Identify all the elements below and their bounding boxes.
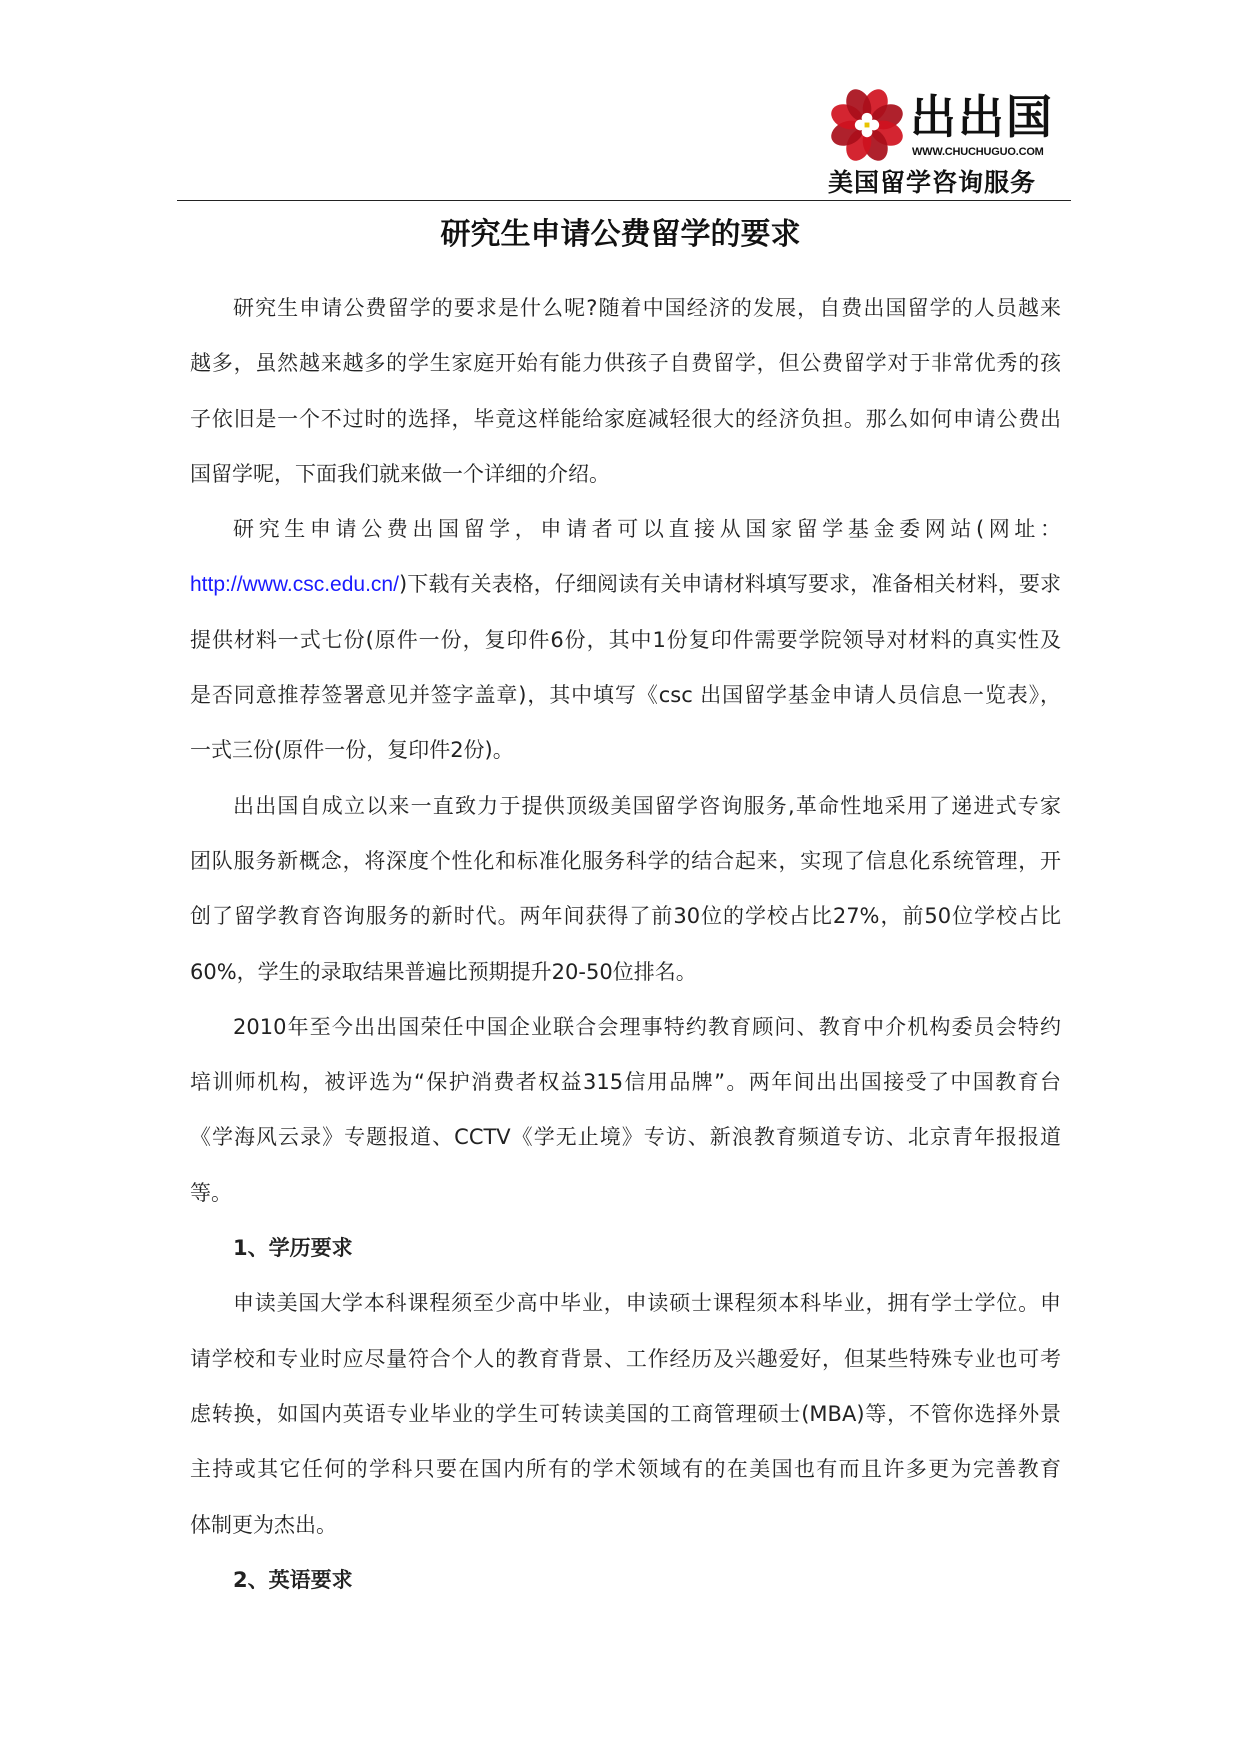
paragraph-application	[190, 502, 1061, 778]
text-line: 一式三份(原件一份，复印件2份)。	[190, 738, 514, 763]
brand-slogan: 美国留学咨询服务	[828, 168, 1037, 197]
text-line: 请学校和专业时应尽量符合个人的教育背景、工作经历及兴趣爱好，但某些特殊专业也可考	[190, 1346, 1061, 1371]
text-line: 创了留学教育咨询服务的新时代。两年间获得了前30位的学校占比27%，前50位学校占比	[190, 904, 1061, 929]
text-line	[190, 557, 1061, 612]
page-title: 研究生申请公费留学的要求	[440, 217, 801, 252]
paragraph-intro	[190, 281, 1061, 502]
paragraph-honors	[190, 1000, 1061, 1221]
text-segment: )下载有关表格，仔细阅读有关申请材料填写要求，准备相关材料，要求	[398, 572, 1061, 597]
section-heading-education: 1、学历要求	[233, 1236, 353, 1261]
text-line: 等。	[190, 1180, 232, 1205]
text-line: 2010年至今出出国荣任中国企业联合会理事特约教育顾问、教育中介机构委员会特约	[233, 1014, 1061, 1039]
paragraph-company	[190, 779, 1061, 1000]
csc-website-link[interactable]: http://www.csc.edu.cn/	[190, 573, 399, 597]
text-line: 主持或其它任何的学科只要在国内所有的学术领域有的在美国也有而且许多更为完善教育	[190, 1457, 1061, 1482]
chuchuguo-logo	[828, 86, 1068, 201]
text-line: 团队服务新概念，将深度个性化和标准化服务科学的结合起来，实现了信息化系统管理，开	[190, 848, 1061, 873]
text-line: 研究生申请公费留学的要求是什么呢?随着中国经济的发展，自费出国留学的人员越来	[233, 296, 1061, 320]
text-line: 60%，学生的录取结果普遍比预期提升20-50位排名。	[190, 959, 697, 984]
text-line: 子依旧是一个不过时的选择，毕竟这样能给家庭减轻很大的经济负担。那么如何申请公费出	[190, 406, 1061, 431]
text-line: 越多，虽然越来越多的学生家庭开始有能力供孩子自费留学，但公费留学对于非常优秀的孩	[190, 351, 1061, 376]
text-line: 体制更为杰出。	[190, 1512, 337, 1537]
text-line: 是否同意推荐签署意见并签字盖章)，其中填写《csc 出国留学基金申请人员信息一览表》，	[190, 683, 1061, 708]
section-heading-english: 2、英语要求	[233, 1567, 353, 1592]
text-line: 申读美国大学本科课程须至少高中毕业，申读硕士课程须本科毕业，拥有学士学位。申	[233, 1291, 1061, 1316]
flower-logo-icon	[828, 86, 906, 164]
paragraph-education	[190, 1276, 1061, 1552]
text-line: 国留学呢，下面我们就来做一个详细的介绍。	[190, 461, 610, 486]
text-line: 研究生申请公费出国留学，申请者可以直接从国家留学基金委网站(网址：	[233, 517, 1061, 542]
document-body	[190, 281, 1061, 1608]
header-divider	[177, 200, 1071, 201]
text-line: 提供材料一式七份(原件一份，复印件6份，其中1份复印件需要学院领导对材料的真实性及	[190, 627, 1061, 652]
brand-name: 出出国	[910, 90, 1054, 144]
brand-url: WWW.CHUCHUGUO.COM	[912, 146, 1044, 158]
text-line: 虑转换，如国内英语专业毕业的学生可转读美国的工商管理硕士(MBA)等，不管你选择外景	[190, 1401, 1061, 1426]
text-line: 出出国自成立以来一直致力于提供顶级美国留学咨询服务,革命性地采用了递进式专家	[233, 793, 1061, 818]
text-line: 《学海风云录》专题报道、CCTV《学无止境》专访、新浪教育频道专访、北京青年报报道	[190, 1125, 1061, 1150]
text-line: 培训师机构，被评选为“保护消费者权益315信用品牌”。两年间出出国接受了中国教育台	[190, 1070, 1061, 1095]
